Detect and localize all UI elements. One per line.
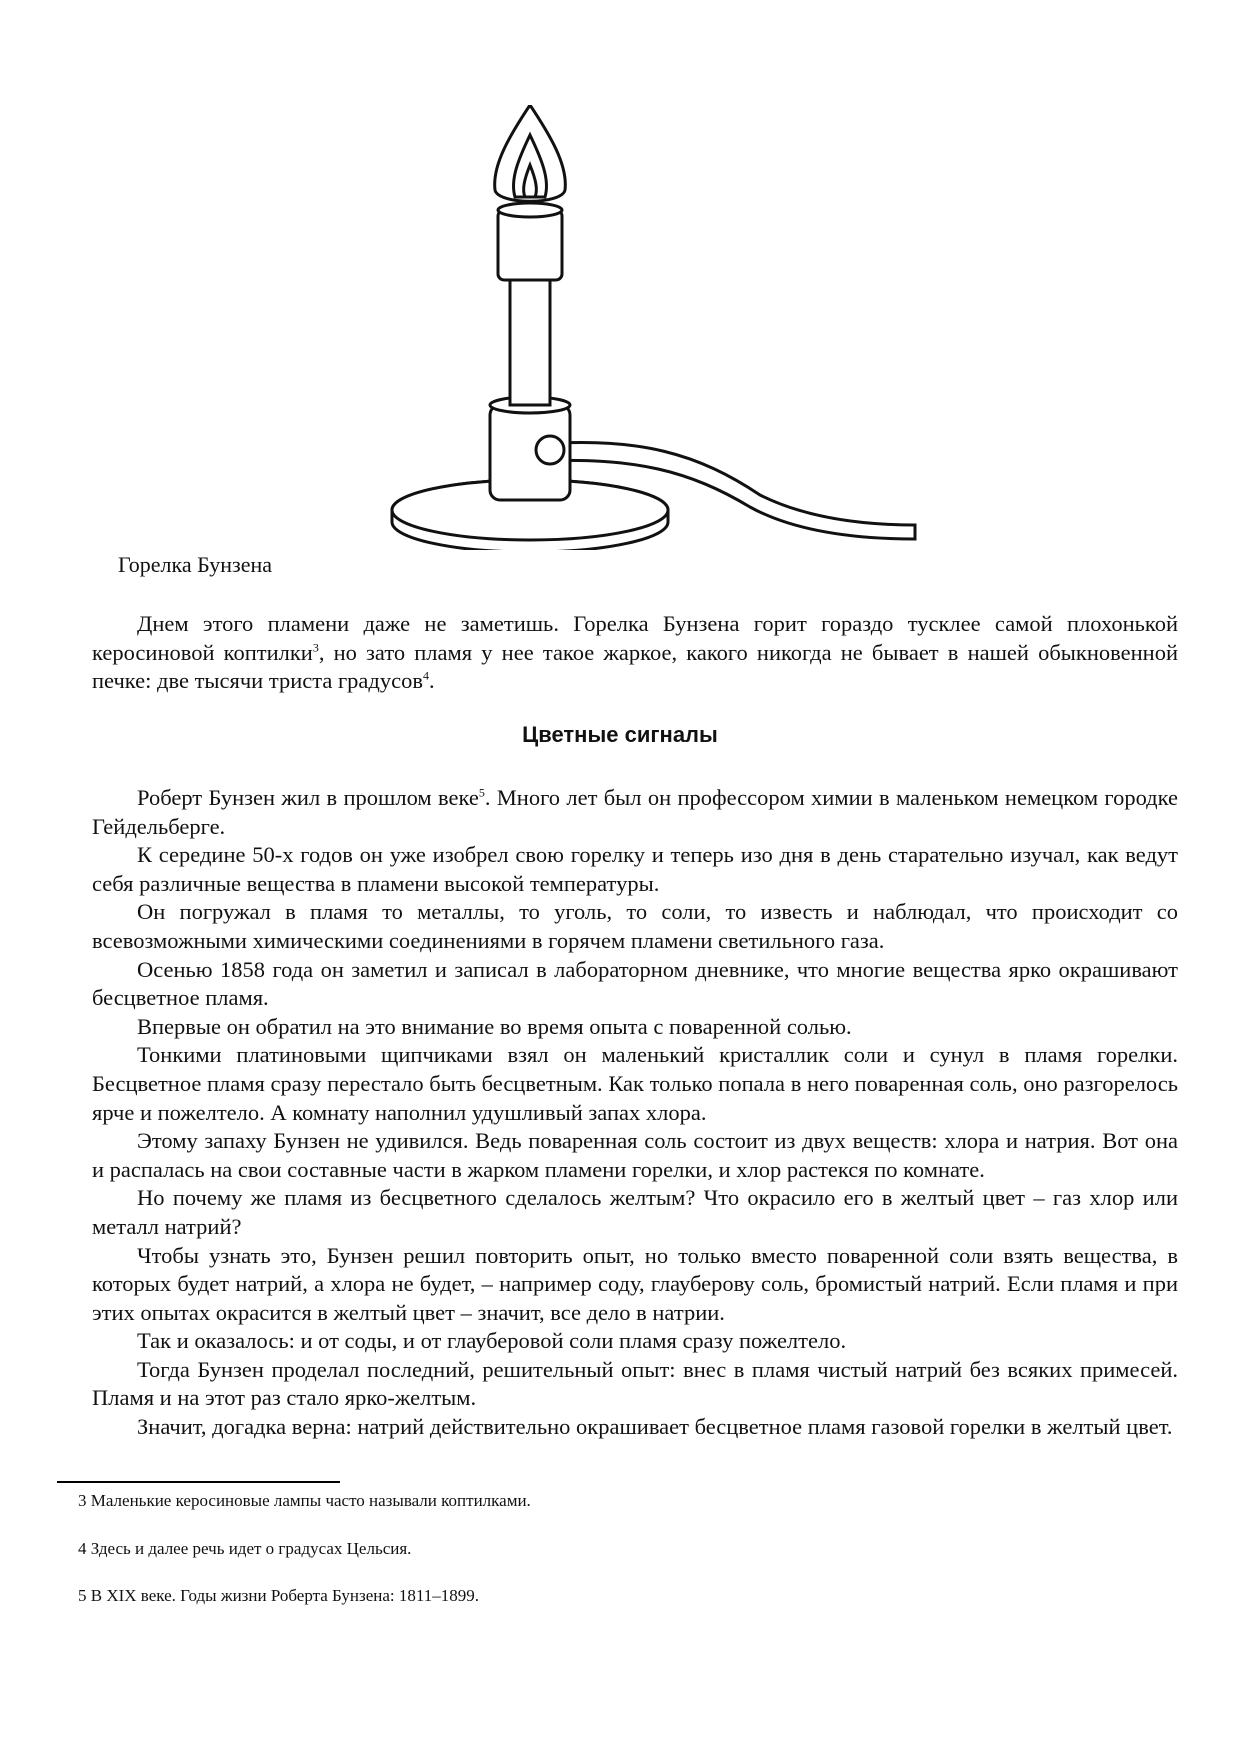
section-heading: Цветные сигналы: [522, 722, 718, 747]
paragraph: Чтобы узнать это, Бунзен решил повторить опыт, но только вместо поваренной соли взять вещества, в которых будет натрий, а хлора не будет, – например соду, глауберову соль, бромистый натрий. Если пламя и при этих опытах окрасится в желтый цвет – значит, все дело в натрии.: [92, 1242, 1178, 1325]
paragraph: Тонкими платиновыми щипчиками взял он маленький кристаллик соли и сунул в пламя горелки. Бесцветное пламя сразу перестало быть бесцветным. Как только попала в него поваренная соль, оно разгорелось ярче и пожелтело. А комнату наполнил удушливый запах хлора.: [92, 1042, 1178, 1125]
paragraph: Он погружал в пламя то металлы, то уголь, то соли, то известь и наблюдал, что происходит со всевозможными химическими соединениями в горячем пламени светильного газа.: [92, 899, 1178, 953]
footnote: 4 Здесь и далее речь идет о градусах Цельсия.: [78, 1539, 412, 1558]
burner-sleeve: [498, 210, 562, 280]
intro-text: , но зато пламя у нее такое жаркое, какого никогда не бывает в нашей обыкновенной печке: две тысячи триста градусов: [92, 639, 1178, 694]
paragraph-text: . Много лет был он профессором химии в маленьком немецком городке Гейдельберге.: [92, 785, 1178, 839]
paragraph: Тогда Бунзен проделал последний, решительный опыт: внес в пламя чистый натрий без всяких примесей. Пламя и на этот раз стало ярко-желтым.: [92, 1356, 1178, 1411]
intro-text: .: [428, 668, 435, 694]
burner-tube: [510, 275, 550, 405]
paragraph: К середине 50-х годов он уже изобрел свою горелку и теперь изо дня в день старательно изучал, как ведут себя различные вещества в пламени высокой температуры.: [92, 842, 1178, 896]
paragraph: Значит, догадка верна: натрий действительно окрашивает бесцветное пламя газовой горелки в желтый цвет.: [137, 1414, 1173, 1440]
paragraph: Но почему же пламя из бесцветного сделалось желтым? Что окрасило его в желтый цвет – газ хлор или металл натрий?: [92, 1185, 1178, 1239]
footnote-ref[interactable]: 4: [422, 668, 429, 683]
paragraph: Впервые он обратил на это внимание во время опыта с поваренной солью.: [137, 1013, 852, 1039]
paragraph-text: Роберт Бунзен жил в прошлом веке: [137, 785, 479, 810]
section-body: [92, 784, 1178, 1442]
paragraph: Так и оказалось: и от соды, и от глауберовой соли пламя сразу пожелтело.: [137, 1328, 847, 1354]
footnote: 5 В XIX веке. Годы жизни Роберта Бунзена: 1811–1899.: [78, 1586, 479, 1605]
intro-paragraph: [92, 610, 1178, 696]
paragraph: Этому запаху Бунзен не удивился. Ведь поваренная соль состоит из двух веществ: хлора и натрия. Вот она и распалась на свои составные части в жарком пламени горелки, и хлор растекся по комнате.: [92, 1128, 1178, 1182]
footnote: 3 Маленькие керосиновые лампы часто называли коптилками.: [78, 1491, 531, 1510]
footnote-ref[interactable]: 3: [312, 640, 319, 655]
intro-text: Днем этого пламени даже не заметишь. Горелка Бунзена горит гораздо тусклее самой плохонькой керосиновой коптилки: [92, 611, 1178, 665]
paragraph: Осенью 1858 года он заметил и записал в лабораторном дневнике, что многие вещества ярко окрашивают бесцветное пламя.: [92, 956, 1178, 1011]
figure-caption: Горелка Бунзена: [118, 552, 272, 577]
paragraph: [92, 784, 1178, 841]
bunsen-burner-illustration: [380, 105, 925, 550]
footnote-ref[interactable]: 5: [478, 785, 485, 800]
footnote-divider: [57, 1481, 340, 1483]
